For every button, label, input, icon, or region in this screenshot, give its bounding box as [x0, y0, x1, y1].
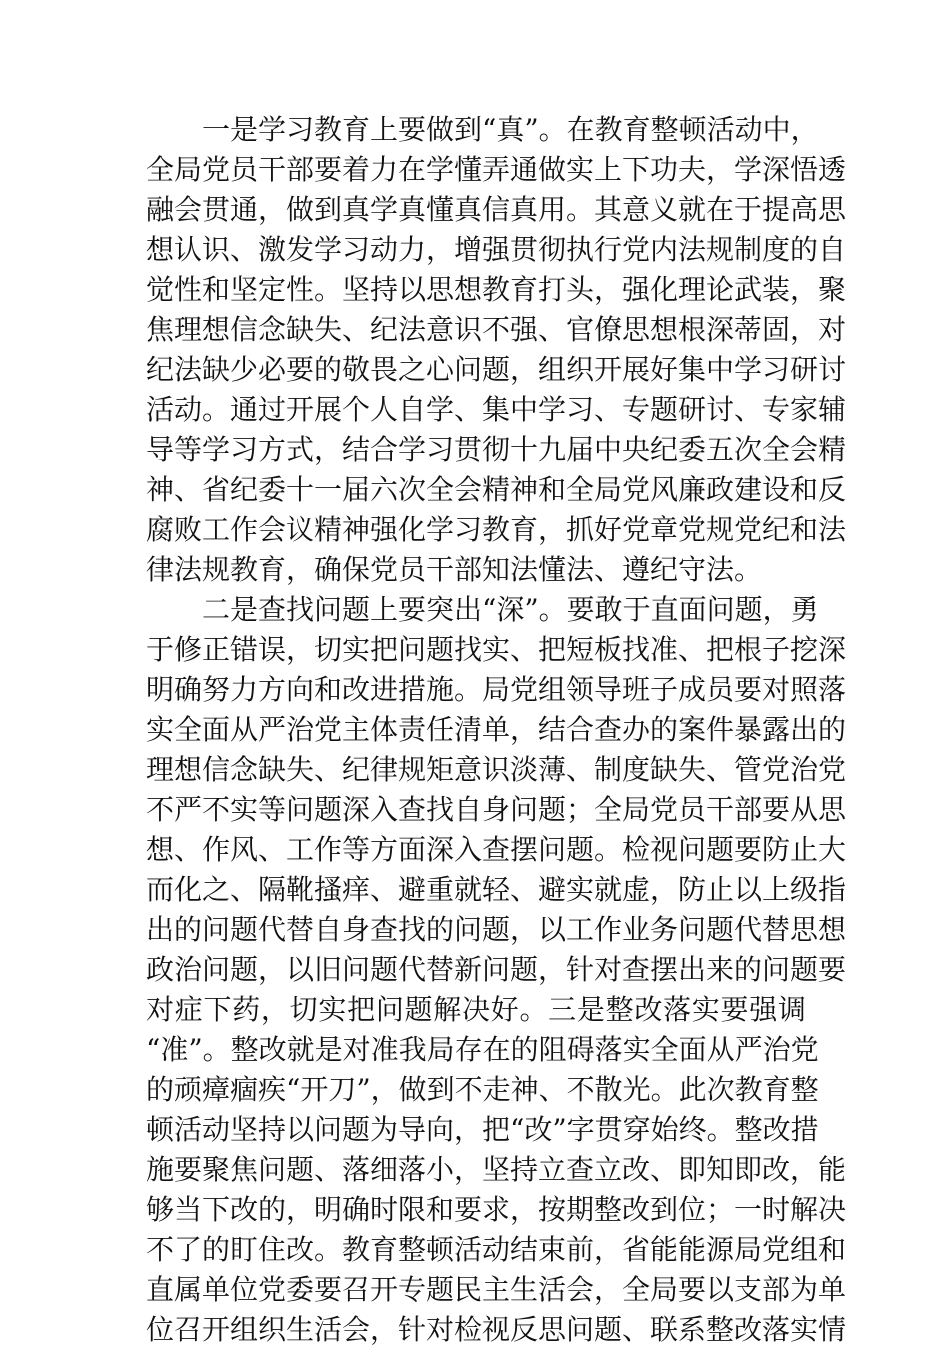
paragraph-line: 不了的盯住改。教育整顿活动结束前，省能能源局党组和: [146, 1233, 847, 1266]
paragraph-line: 位召开组织生活会，针对检视反思问题、联系整改落实情: [146, 1313, 847, 1346]
paragraph-line: 想认识、激发学习动力，增强贯彻执行党内法规制度的自: [146, 233, 847, 266]
paragraph-line: 不严不实等问题深入查找自身问题；全局党员干部要从思: [146, 793, 847, 826]
paragraph-line: “准”。整改就是对准我局存在的阻碍落实全面从严治党: [146, 1033, 819, 1066]
paragraph-line: 明确努力方向和改进措施。局党组领导班子成员要对照落: [146, 673, 847, 706]
paragraph-line: 神、省纪委十一届六次全会精神和全局党风廉政建设和反: [146, 473, 847, 506]
paragraph-line: 想、作风、工作等方面深入查摆问题。检视问题要防止大: [146, 833, 847, 866]
paragraph-line: 施要聚焦问题、落细落小，坚持立查立改、即知即改，能: [146, 1153, 847, 1186]
paragraph-line: 一是学习教育上要做到“真”。在教育整顿活动中，: [202, 113, 819, 146]
paragraph-line: 纪法缺少必要的敬畏之心问题，组织开展好集中学习研讨: [146, 353, 847, 386]
paragraph-line: 够当下改的，明确时限和要求，按期整改到位；一时解决: [146, 1193, 847, 1226]
paragraph-line: 理想信念缺失、纪律规矩意识淡薄、制度缺失、管党治党: [146, 753, 847, 786]
paragraph-line: 而化之、隔靴搔痒、避重就轻、避实就虚，防止以上级指: [146, 873, 847, 906]
paragraph-line: 焦理想信念缺失、纪法意识不强、官僚思想根深蒂固，对: [146, 313, 847, 346]
paragraph-line: 顿活动坚持以问题为导向，把“改”字贯穿始终。整改措: [146, 1113, 819, 1146]
paragraph-line: 对症下药，切实把问题解决好。三是整改落实要强调: [146, 993, 806, 1026]
paragraph-line: 政治问题，以旧问题代替新问题，针对查摆出来的问题要: [146, 953, 847, 986]
paragraph-line: 二是查找问题上要突出“深”。要敢于直面问题，勇: [202, 593, 819, 626]
paragraph-line: 直属单位党委要召开专题民主生活会，全局要以支部为单: [146, 1273, 847, 1306]
paragraph-line: 导等学习方式，结合学习贯彻十九届中央纪委五次全会精: [146, 433, 847, 466]
paragraph-line: 实全面从严治党主体责任清单，结合查办的案件暴露出的: [146, 713, 847, 746]
paragraph-line: 融会贯通，做到真学真懂真信真用。其意义就在于提高思: [146, 193, 847, 226]
paragraph-line: 的顽瘴痼疾“开刀”，做到不走神、不散光。此次教育整: [146, 1073, 819, 1106]
paragraph-line: 律法规教育，确保党员干部知法懂法、遵纪守法。: [146, 553, 763, 586]
paragraph-line: 觉性和坚定性。坚持以思想教育打头，强化理论武装，聚: [146, 273, 847, 306]
paragraph-line: 活动。通过开展个人自学、集中学习、专题研讨、专家辅: [146, 393, 847, 426]
paragraph-line: 于修正错误，切实把问题找实、把短板找准、把根子挖深: [146, 633, 847, 666]
paragraph-line: 出的问题代替自身查找的问题，以工作业务问题代替思想: [146, 913, 847, 946]
paragraph-line: 腐败工作会议精神强化学习教育，抓好党章党规党纪和法: [146, 513, 847, 546]
paragraph-line: 全局党员干部要着力在学懂弄通做实上下功夫，学深悟透: [146, 153, 847, 186]
